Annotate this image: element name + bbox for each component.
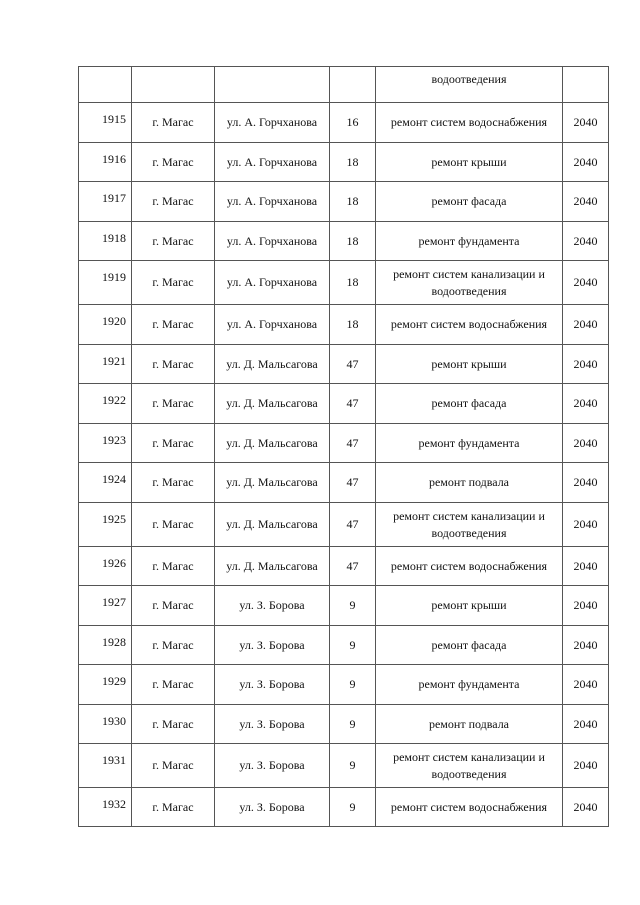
table-row (79, 103, 609, 143)
year-cell: 2040 (563, 788, 609, 827)
work-type-cell: ремонт систем водоснабжения (376, 103, 563, 143)
house-number-cell: 47 (330, 424, 376, 463)
year-cell: 2040 (563, 665, 609, 705)
city-cell: г. Магас (132, 586, 215, 626)
house-number-cell: 47 (330, 345, 376, 384)
table-row (79, 222, 609, 261)
table-body (79, 67, 609, 827)
work-type-cell: ремонт крыши (376, 143, 563, 182)
city-cell: г. Магас (132, 182, 215, 222)
row-number-cell: 1931 (79, 744, 132, 788)
year-cell: 2040 (563, 547, 609, 586)
row-number-cell: 1932 (79, 788, 132, 827)
row-number-cell: 1920 (79, 305, 132, 345)
city-cell: г. Магас (132, 626, 215, 665)
house-number-cell: 47 (330, 463, 376, 503)
house-number-cell: 47 (330, 384, 376, 424)
work-type-cell: ремонт фасада (376, 384, 563, 424)
year-cell: 2040 (563, 424, 609, 463)
city-cell: г. Магас (132, 345, 215, 384)
row-number-cell: 1928 (79, 626, 132, 665)
row-number-cell: 1918 (79, 222, 132, 261)
street-cell: ул. А. Горчханова (215, 222, 330, 261)
row-number-cell (79, 67, 132, 103)
city-cell: г. Магас (132, 503, 215, 547)
work-type-cell: ремонт фасада (376, 182, 563, 222)
year-cell: 2040 (563, 261, 609, 305)
row-number-cell: 1924 (79, 463, 132, 503)
street-cell: ул. А. Горчханова (215, 103, 330, 143)
house-number-cell: 18 (330, 182, 376, 222)
house-number-cell: 18 (330, 222, 376, 261)
work-type-cell: ремонт систем канализации и водоотведения (376, 261, 563, 305)
city-cell: г. Магас (132, 103, 215, 143)
table-row (79, 705, 609, 744)
city-cell: г. Магас (132, 222, 215, 261)
table-row (79, 182, 609, 222)
house-number-cell: 9 (330, 788, 376, 827)
table-row (79, 261, 609, 305)
street-cell: ул. А. Горчханова (215, 261, 330, 305)
row-number-cell: 1930 (79, 705, 132, 744)
house-number-cell: 9 (330, 665, 376, 705)
city-cell: г. Магас (132, 424, 215, 463)
year-cell: 2040 (563, 345, 609, 384)
table-row-continuation (79, 67, 609, 103)
work-type-cell: ремонт систем водоснабжения (376, 305, 563, 345)
city-cell: г. Магас (132, 305, 215, 345)
year-cell: 2040 (563, 103, 609, 143)
table-row (79, 424, 609, 463)
table-row (79, 586, 609, 626)
table-row (79, 547, 609, 586)
street-cell: ул. Д. Мальсагова (215, 463, 330, 503)
year-cell: 2040 (563, 182, 609, 222)
work-type-cell: ремонт фундамента (376, 222, 563, 261)
house-number-cell: 18 (330, 305, 376, 345)
table-row (79, 744, 609, 788)
city-cell: г. Магас (132, 705, 215, 744)
table-row (79, 345, 609, 384)
table-row (79, 463, 609, 503)
street-cell: ул. З. Борова (215, 586, 330, 626)
city-cell: г. Магас (132, 788, 215, 827)
street-cell: ул. А. Горчханова (215, 182, 330, 222)
row-number-cell: 1917 (79, 182, 132, 222)
year-cell: 2040 (563, 586, 609, 626)
work-type-cell: ремонт систем канализации и водоотведения (376, 503, 563, 547)
row-number-cell: 1927 (79, 586, 132, 626)
row-number-cell: 1922 (79, 384, 132, 424)
street-cell: ул. Д. Мальсагова (215, 345, 330, 384)
row-number-cell: 1923 (79, 424, 132, 463)
street-cell: ул. З. Борова (215, 626, 330, 665)
table-row (79, 305, 609, 345)
work-type-cell: ремонт фундамента (376, 665, 563, 705)
table-row (79, 143, 609, 182)
street-cell: ул. Д. Мальсагова (215, 424, 330, 463)
year-cell (563, 67, 609, 103)
row-number-cell: 1921 (79, 345, 132, 384)
street-cell: ул. З. Борова (215, 744, 330, 788)
city-cell: г. Магас (132, 665, 215, 705)
work-type-cell: ремонт крыши (376, 345, 563, 384)
work-type-cell: ремонт подвала (376, 463, 563, 503)
year-cell: 2040 (563, 143, 609, 182)
street-cell: ул. Д. Мальсагова (215, 547, 330, 586)
street-cell: ул. З. Борова (215, 705, 330, 744)
table-row (79, 384, 609, 424)
city-cell: г. Магас (132, 463, 215, 503)
city-cell: г. Магас (132, 261, 215, 305)
house-number-cell: 9 (330, 705, 376, 744)
street-cell: ул. Д. Мальсагова (215, 384, 330, 424)
work-type-cell: ремонт фасада (376, 626, 563, 665)
year-cell: 2040 (563, 384, 609, 424)
work-type-cell: ремонт систем водоснабжения (376, 788, 563, 827)
house-number-cell: 47 (330, 547, 376, 586)
year-cell: 2040 (563, 744, 609, 788)
house-number-cell: 9 (330, 626, 376, 665)
street-cell: ул. А. Горчханова (215, 305, 330, 345)
year-cell: 2040 (563, 705, 609, 744)
street-cell: ул. А. Горчханова (215, 143, 330, 182)
house-number-cell: 9 (330, 586, 376, 626)
row-number-cell: 1915 (79, 103, 132, 143)
street-cell (215, 67, 330, 103)
street-cell: ул. Д. Мальсагова (215, 503, 330, 547)
city-cell: г. Магас (132, 143, 215, 182)
work-type-cell: ремонт систем водоснабжения (376, 547, 563, 586)
house-number-cell (330, 67, 376, 103)
street-cell: ул. З. Борова (215, 788, 330, 827)
year-cell: 2040 (563, 463, 609, 503)
table-row (79, 665, 609, 705)
city-cell: г. Магас (132, 547, 215, 586)
house-number-cell: 18 (330, 143, 376, 182)
work-type-cell: ремонт систем канализации и водоотведения (376, 744, 563, 788)
work-type-cell: водоотведения (376, 67, 563, 103)
row-number-cell: 1919 (79, 261, 132, 305)
city-cell (132, 67, 215, 103)
repair-schedule-table (78, 66, 609, 827)
house-number-cell: 16 (330, 103, 376, 143)
row-number-cell: 1916 (79, 143, 132, 182)
house-number-cell: 9 (330, 744, 376, 788)
street-cell: ул. З. Борова (215, 665, 330, 705)
city-cell: г. Магас (132, 384, 215, 424)
year-cell: 2040 (563, 503, 609, 547)
city-cell: г. Магас (132, 744, 215, 788)
year-cell: 2040 (563, 222, 609, 261)
work-type-cell: ремонт крыши (376, 586, 563, 626)
table-row (79, 503, 609, 547)
table-row (79, 788, 609, 827)
row-number-cell: 1929 (79, 665, 132, 705)
year-cell: 2040 (563, 305, 609, 345)
work-type-cell: ремонт фундамента (376, 424, 563, 463)
row-number-cell: 1925 (79, 503, 132, 547)
table-row (79, 626, 609, 665)
year-cell: 2040 (563, 626, 609, 665)
house-number-cell: 47 (330, 503, 376, 547)
row-number-cell: 1926 (79, 547, 132, 586)
house-number-cell: 18 (330, 261, 376, 305)
work-type-cell: ремонт подвала (376, 705, 563, 744)
